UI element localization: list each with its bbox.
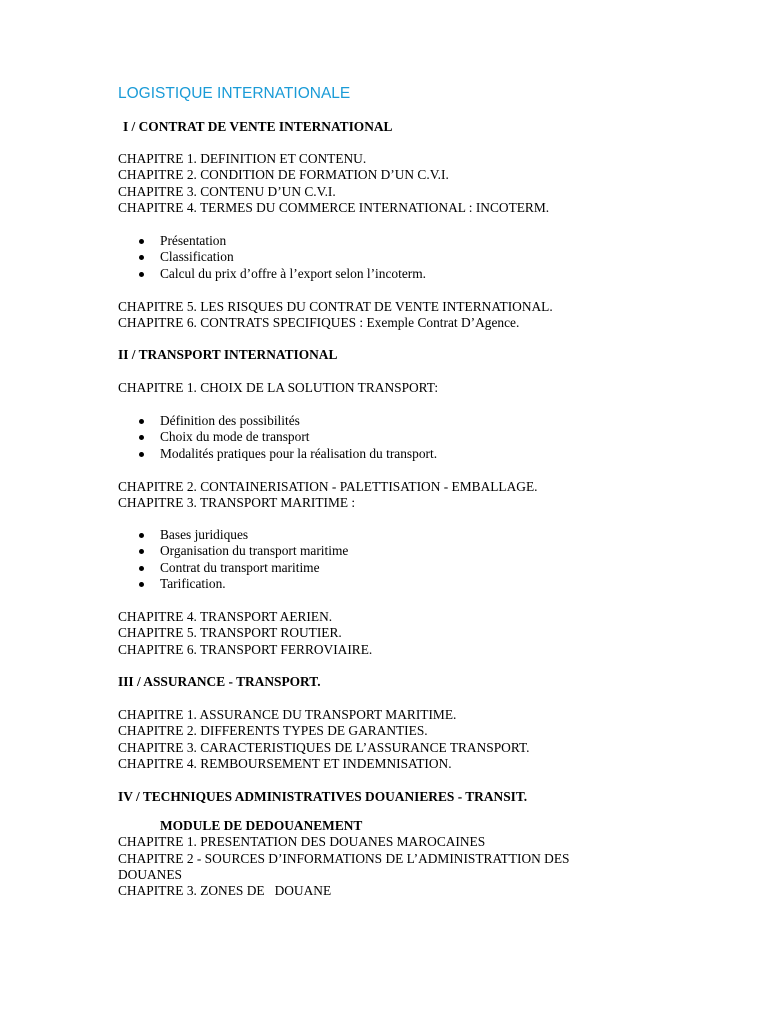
list-item: Définition des possibilités [118,413,738,429]
section-1-heading: I / CONTRAT DE VENTE INTERNATIONAL [123,119,393,134]
bullet-icon [139,549,144,554]
chapter-line: CHAPITRE 1. PRESENTATION DES DOUANES MAROCAINES [118,834,486,850]
document-title: LOGISTIQUE INTERNATIONALE [118,85,351,102]
section-4 [118,789,738,805]
chapter-line: CHAPITRE 3. CARACTERISTIQUES DE L’ASSURANCE TRANSPORT. [118,739,530,755]
list-item: Contrat du transport maritime [118,560,738,576]
list-item: Organisation du transport maritime [118,543,738,559]
chapter-line: CHAPITRE 6. CONTRATS SPECIFIQUES : Exemple Contrat D’Agence. [118,315,520,331]
section-1-chapters-b [118,299,738,332]
list-item: Modalités pratiques pour la réalisation du transport. [118,446,738,462]
bullet-icon [139,272,144,277]
bullet-icon [139,239,144,244]
section-3-heading: III / ASSURANCE - TRANSPORT. [118,674,321,689]
chapter-line: CHAPITRE 2. DIFFERENTS TYPES DE GARANTIES. [118,723,428,739]
chapter-line: CHAPITRE 4. TERMES DU COMMERCE INTERNATIONAL : INCOTERM. [118,199,550,215]
list-item: Présentation [118,233,738,249]
section-2-bullets-a [118,413,738,462]
list-item: Classification [118,249,738,265]
list-item: Tarification. [118,576,738,592]
bullet-icon [139,452,144,457]
section-2-bullets-b [118,527,738,592]
section-2-chapters-b [118,479,738,512]
section-3 [118,674,738,690]
bullet-icon [139,582,144,587]
chapter-line: CHAPITRE 5. TRANSPORT ROUTIER. [118,625,342,641]
chapter-line: CHAPITRE 6. TRANSPORT FERROVIAIRE. [118,641,373,657]
bullet-icon [139,533,144,538]
bullet-icon [139,566,144,571]
section-4-heading: IV / TECHNIQUES ADMINISTRATIVES DOUANIERES - TRANSIT. [118,789,528,804]
chapter-line: CHAPITRE 3. ZONES DE DOUANE [118,883,332,899]
bullet-icon [139,255,144,260]
module-heading: MODULE DE DEDOUANEMENT [160,818,363,833]
chapter-line: CHAPITRE 3. TRANSPORT MARITIME : [118,495,356,511]
section-1 [118,119,738,135]
section-2 [118,347,738,363]
chapter-line: CHAPITRE 1. ASSURANCE DU TRANSPORT MARITIME. [118,707,457,722]
section-1-bullets [118,233,738,282]
chapter-line: CHAPITRE 1. DEFINITION ET CONTENU. [118,151,367,166]
chapter-line: CHAPITRE 3. CONTENU D’UN C.V.I. [118,183,336,199]
section-2-heading: II / TRANSPORT INTERNATIONAL [118,347,338,362]
list-item: Bases juridiques [118,527,738,543]
bullet-icon [139,419,144,424]
section-3-chapters [118,707,738,772]
section-4-content [118,818,738,899]
bullet-icon [139,435,144,440]
list-item: Choix du mode de transport [118,429,738,445]
chapter-line: CHAPITRE 5. LES RISQUES DU CONTRAT DE VENTE INTERNATIONAL. [118,299,553,314]
chapter-line: CHAPITRE 4. TRANSPORT AERIEN. [118,609,333,624]
section-2-chapters-c [118,609,738,658]
chapter-line: CHAPITRE 2 - SOURCES D’INFORMATIONS DE L’ADMINISTRATTION DES DOUANES [118,850,570,882]
list-item: Calcul du prix d’offre à l’export selon l’incoterm. [118,266,738,282]
section-2-chapters-a [118,380,738,396]
chapter-line: CHAPITRE 1. CHOIX DE LA SOLUTION TRANSPORT: [118,380,439,395]
chapter-line: CHAPITRE 4. REMBOURSEMENT ET INDEMNISATION. [118,755,452,771]
chapter-line: CHAPITRE 2. CONDITION DE FORMATION D’UN C.V.I. [118,167,449,183]
chapter-line: CHAPITRE 2. CONTAINERISATION - PALETTISATION - EMBALLAGE. [118,479,538,494]
section-1-chapters-a [118,151,738,216]
